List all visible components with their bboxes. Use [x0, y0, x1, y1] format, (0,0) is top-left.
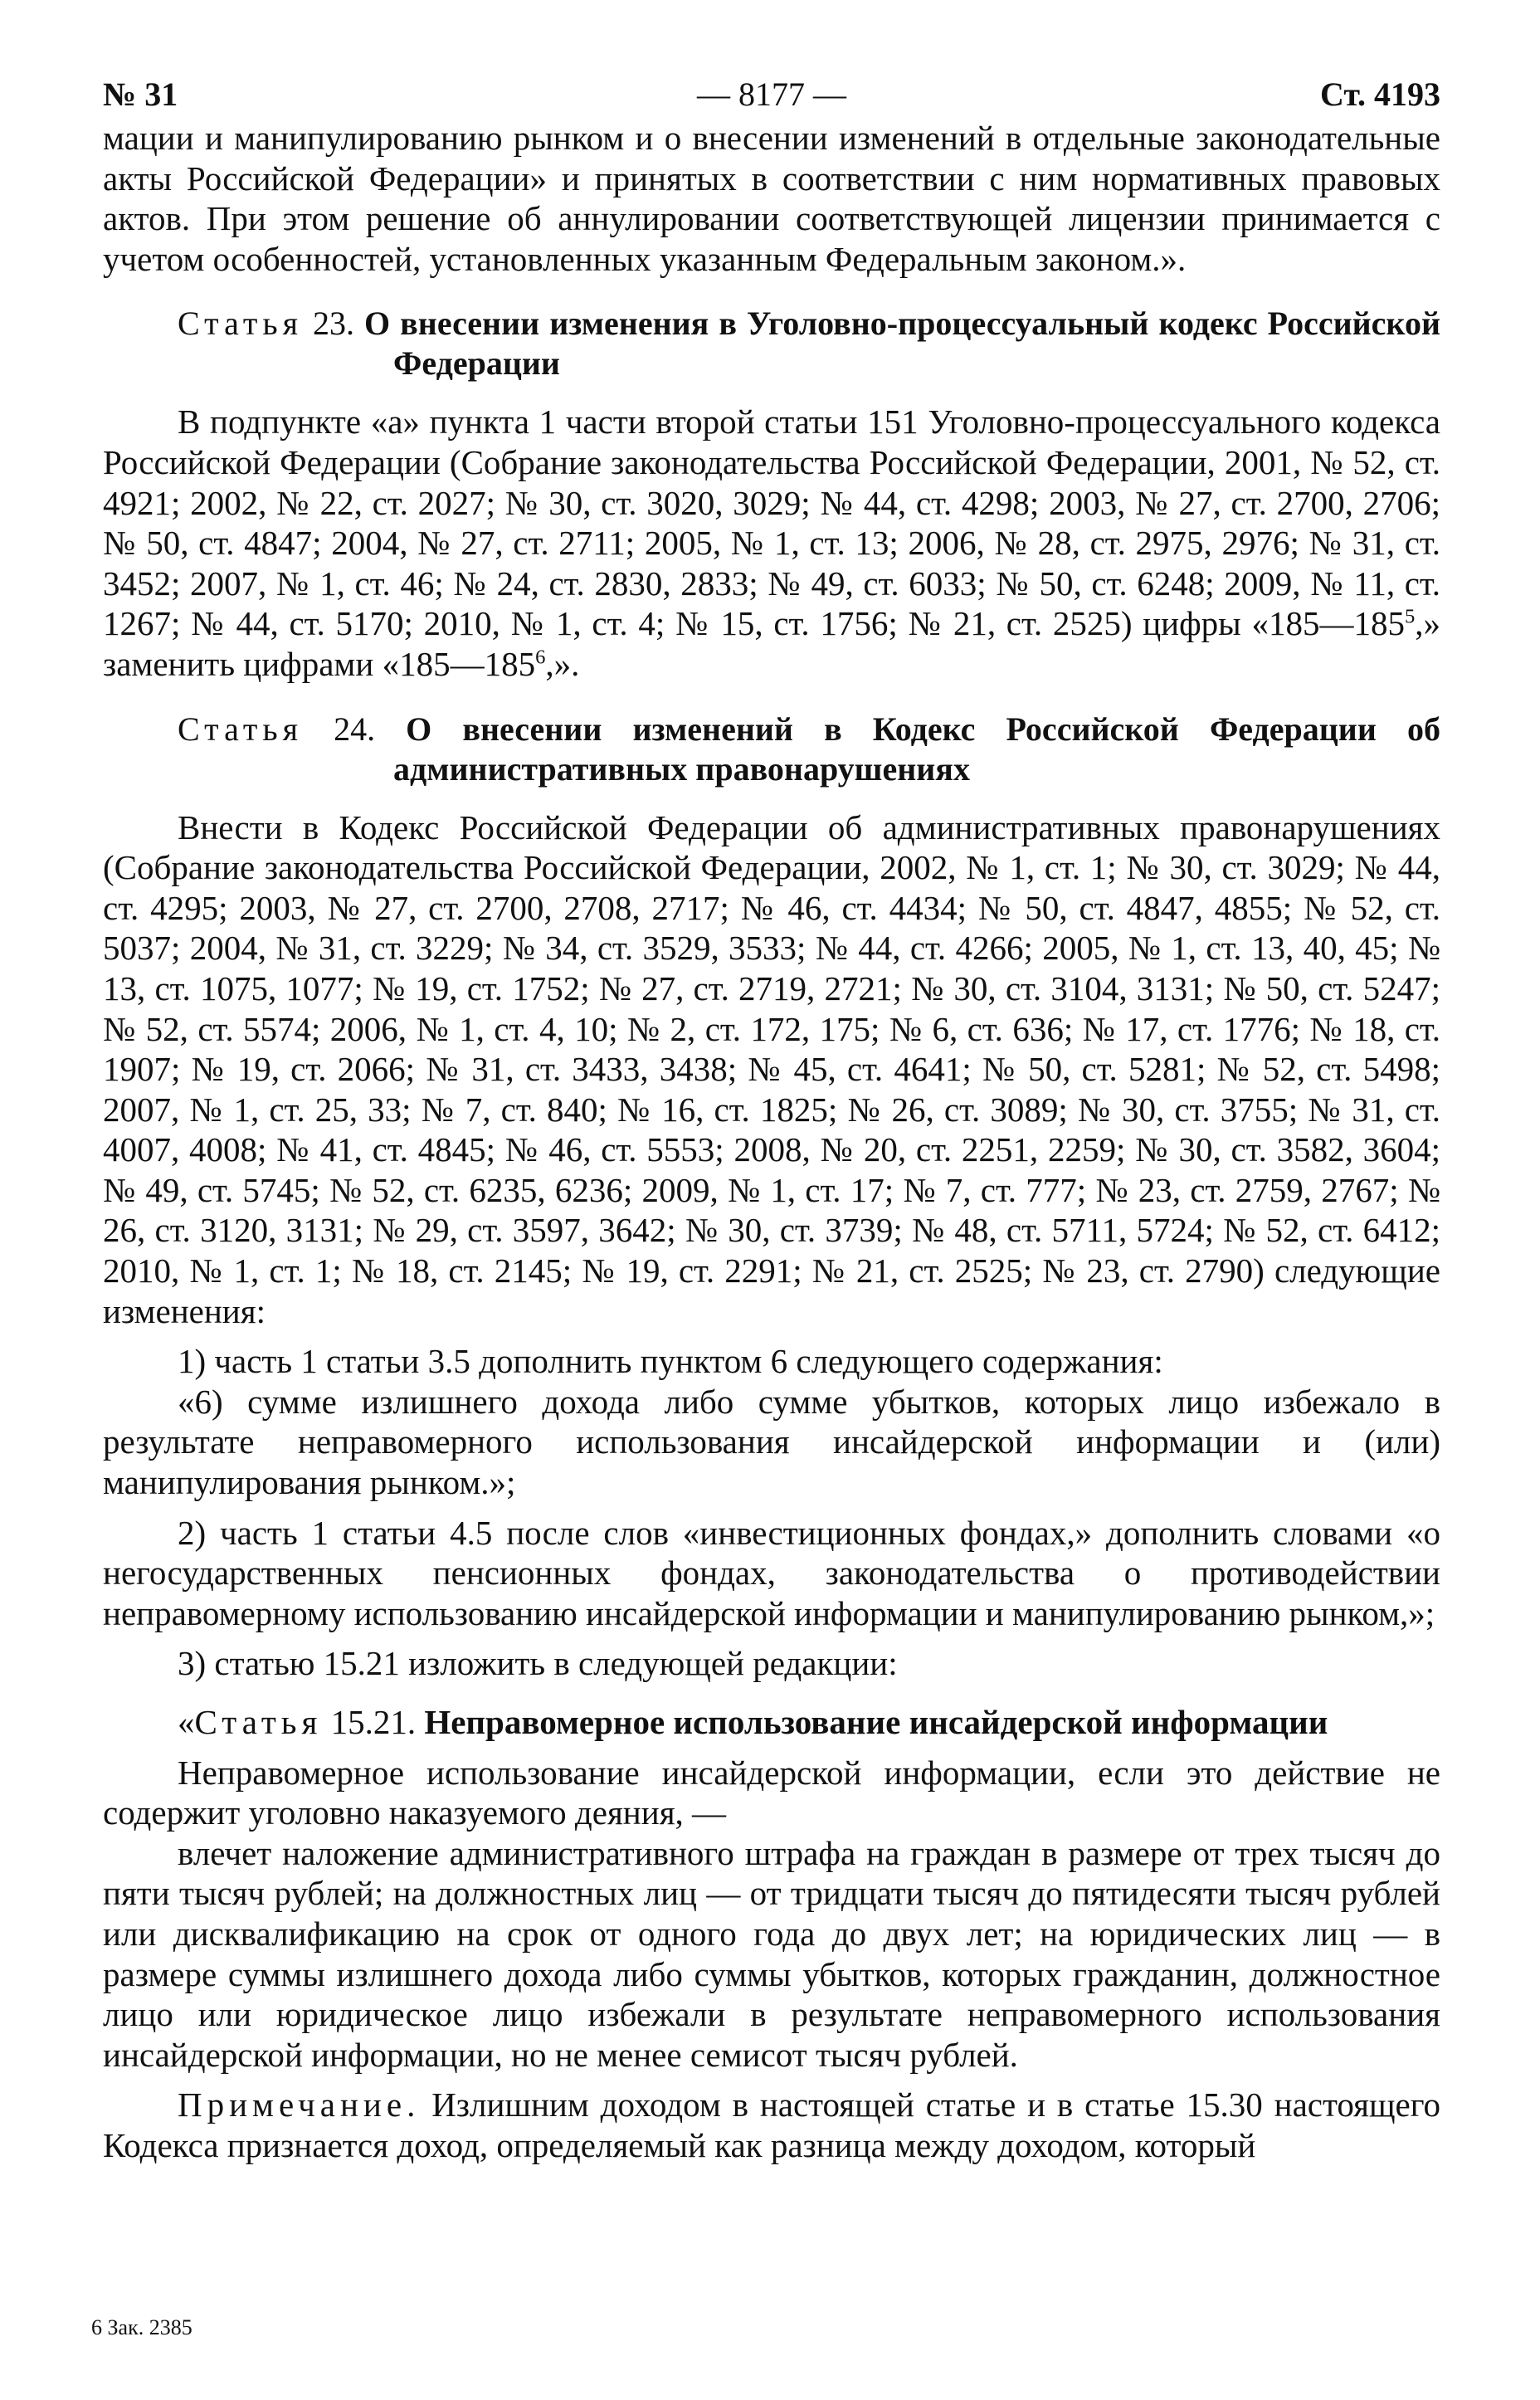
superscript: 5: [1404, 605, 1416, 628]
article-title: О внесении изменения в Уголовно-процессуальный кодекс Российской Федерации: [364, 305, 1440, 383]
article-title: Неправомерное использование инсайдерской информации: [424, 1703, 1328, 1741]
amendment-3: 3) статью 15.21 изложить в следующей редакции:: [178, 1644, 898, 1683]
continued-paragraph: мации и манипулированию рынком и о внесении изменений в отдельные законодательные акты Российской Федерации» и принятых в соответствии с ним нормативных правовых актов. При этом решение об аннулировании соответствующей лицензии принимается с учетом особенностей, установленных указанным Федеральным законом.».: [103, 119, 1440, 278]
amendment-1-text: «6) сумме излишнего дохода либо сумме убытков, которых лицо избежало в результате неправомерного использования инсайдерской информации и (или) манипулирования рынком.»;: [103, 1382, 1440, 1502]
text-run: В подпункте «а» пункта 1 части второй статьи 151 Уголовно-процессуального кодекса Российской Федерации (Собрание законодательства Российской Федерации, 2001, № 52, ст. 4921; 2002, № 22, ст. 2027; № 30, ст. 3020, 3029; № 44, ст. 4298; 2003, № 27, ст. 2700, 2706; № 50, ст. 4847; 2004, № 27, ст. 2711; 2005, № 1, ст. 13; 2006, № 28, ст. 2975, 2976; № 31, ст. 3452; 2007, № 1, ст. 46; № 24, ст. 2830, 2833; № 49, ст. 6033; № 50, ст. 6248; 2009, № 11, ст. 1267; № 44, ст. 5170; 2010, № 1, ст. 4; № 15, ст. 1756; № 21, ст. 2525) цифры «185—185: [103, 402, 1440, 643]
page-header: [103, 71, 1440, 118]
note-paragraph: [103, 2085, 1440, 2165]
note-label: Примечание.: [178, 2085, 421, 2124]
article-15-21-text: Неправомерное использование инсайдерской информации, если это действие не содержит уголовно наказуемого деяния, —: [103, 1753, 1440, 1832]
article-23-text: [103, 402, 1440, 684]
note-text: Излишним доходом в настоящей статье и в статье 15.30 настоящего Кодекса признается доход, определяемый как разница между доходом, который: [103, 2085, 1441, 2164]
article-label: Статья: [178, 710, 303, 748]
article-number: 24.: [334, 710, 376, 748]
amendment-2: 2) часть 1 статьи 4.5 после слов «инвестиционных фондах,» дополнить словами «о негосударственных пенсионных фондах, законодательства о противодействии неправомерному использованию инсайдерской информации и манипулированию рынком,»;: [103, 1513, 1440, 1632]
page-footer: 6 Зак. 2385: [91, 2315, 192, 2339]
article-number: 15.21.: [330, 1703, 417, 1741]
article-title: О внесении изменений в Кодекс Российской Федерации об административных правонарушениях: [393, 710, 1440, 788]
article-15-21-sanction: влечет наложение административного штрафа на граждан в размере от трех тысяч до пяти тысяч рублей; на должностных лиц — от тридцати тысяч до пятидесяти тысяч рублей или дисквалификацию на срок от одного года до двух лет; на юридических лиц — в размере суммы излишнего дохода либо суммы убытков, которых гражданин, должностное лицо или юридическое лицо избежали в результате неправомерного использования инсайдерской информации, но не менее семисот тысяч рублей.: [103, 1833, 1440, 2074]
quote-mark: «: [178, 1703, 195, 1741]
article-15-21-heading: [103, 1702, 1440, 1743]
article-label: Статья: [178, 305, 303, 343]
superscript: 6: [535, 646, 546, 669]
article-24-intro: Внести в Кодекс Российской Федерации об административных правонарушениях (Собрание законодательства Российской Федерации, 2002, № 1, ст. 1; № 30, ст. 3029; № 44, ст. 4295; 2003, № 27, ст. 2700, 2708, 2717; № 46, ст. 4434; № 50, ст. 4847, 4855; № 52, ст. 5037; 2004, № 31, ст. 3229; № 34, ст. 3529, 3533; № 44, ст. 4266; 2005, № 1, ст. 13, 40, 45; № 13, ст. 1075, 1077; № 19, ст. 1752; № 27, ст. 2719, 2721; № 30, ст. 3104, 3131; № 50, ст. 5247; № 52, ст. 5574; 2006, № 1, ст. 4, 10; № 2, ст. 172, 175; № 6, ст. 636; № 17, ст. 1776; № 18, ст. 1907; № 19, ст. 2066; № 31, ст. 3433, 3438; № 45, ст. 4641; № 50, ст. 5281; № 52, ст. 5498; 2007, № 1, ст. 25, 33; № 7, ст. 840; № 16, ст. 1825; № 26, ст. 3089; № 30, ст. 3755; № 31, ст. 4007, 4008; № 41, ст. 4845; № 46, ст. 5553; 2008, № 20, ст. 2251, 2259; № 30, ст. 3582, 3604; № 49, ст. 5745; № 52, ст. 6235, 6236; 2009, № 1, ст. 17; № 7, ст. 777; № 23, ст. 2759, 2767; № 26, ст. 3120, 3131; № 29, ст. 3597, 3642; № 30, ст. 3739; № 48, ст. 5711, 5724; № 52, ст. 6412; 2010, № 1, ст. 1; № 18, ст. 2145; № 19, ст. 2291; № 21, ст. 2525; № 23, ст. 2790) следующие изменения:: [103, 807, 1440, 1330]
issue-number: № 31: [103, 76, 178, 113]
article-label: Статья: [194, 1703, 323, 1741]
text-run: ,».: [545, 644, 580, 683]
article-23-heading: [103, 304, 1440, 383]
amendment-1: 1) часть 1 статьи 3.5 дополнить пунктом 6 следующего содержания:: [178, 1342, 1163, 1381]
page-body: [103, 118, 1440, 2166]
article-reference: Ст. 4193: [1320, 76, 1440, 113]
page-number: — 8177 —: [697, 76, 846, 113]
article-24-heading: [103, 710, 1440, 789]
text-run: ,» заменить цифрами «185—185: [103, 604, 1440, 683]
article-number: 23.: [313, 305, 354, 343]
